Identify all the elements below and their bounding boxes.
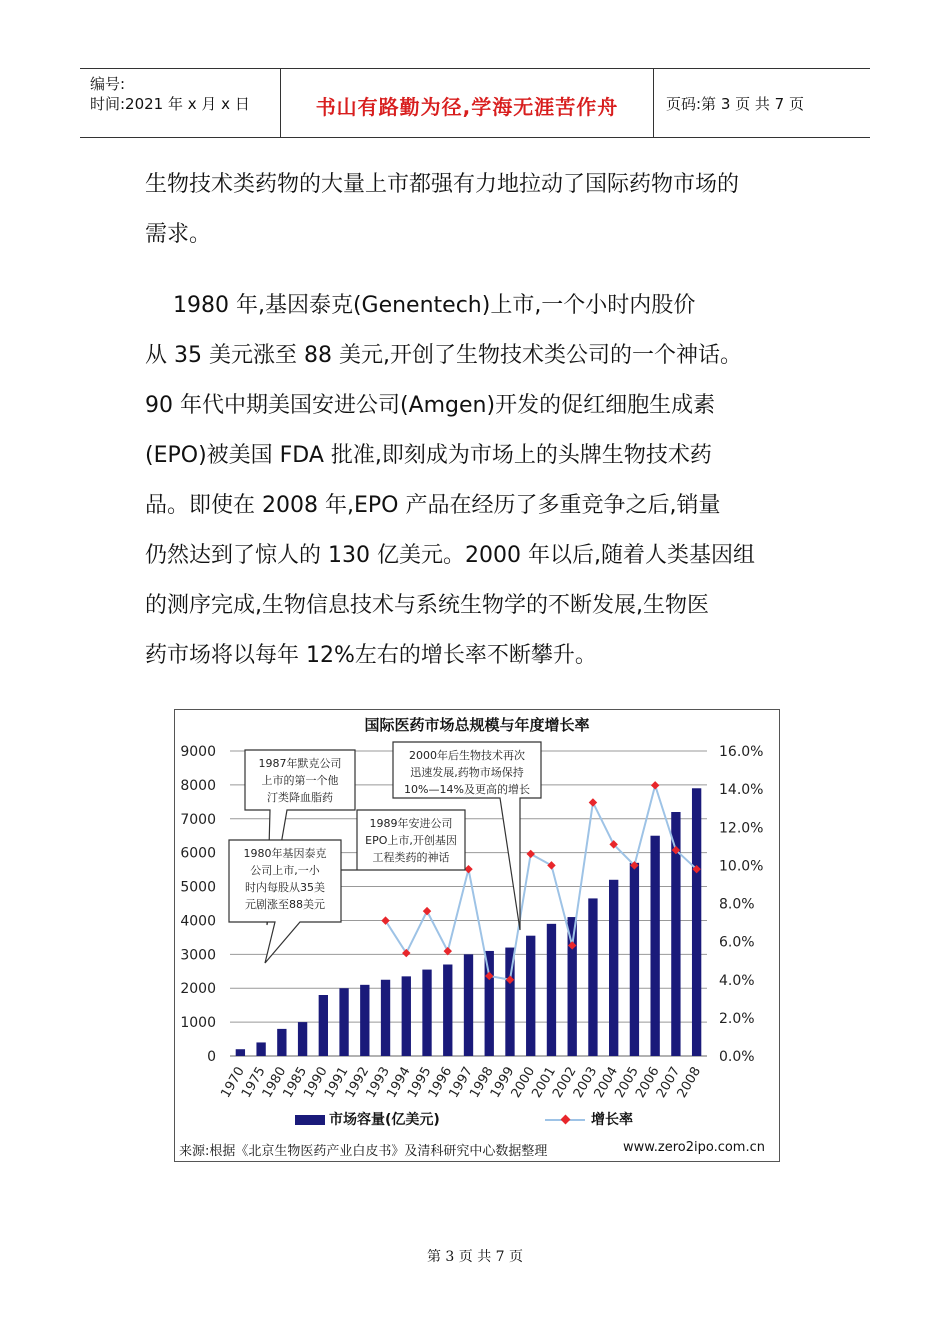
y-right-tick-label: 16.0% (719, 744, 764, 760)
x-tick-label: 1999 (487, 1064, 518, 1101)
x-tick-label: 1993 (363, 1064, 394, 1101)
bar (360, 985, 369, 1056)
callout-text: 1989年安进公司 (369, 817, 453, 830)
bar (236, 1049, 245, 1056)
growth-point (526, 850, 534, 858)
callout-text: 2000年后生物技术再次 (409, 749, 525, 762)
x-tick-label: 2004 (591, 1064, 622, 1101)
y-left-tick-label: 2000 (180, 981, 216, 998)
bar (692, 788, 701, 1056)
paragraph-1 (145, 160, 805, 260)
chart-title: 国际医药市场总规模与年度增长率 (364, 716, 590, 734)
y-right-tick-label: 14.0% (719, 782, 764, 799)
y-left-tick-label: 3000 (180, 947, 216, 964)
callout-text: 时内每股从35美 (245, 881, 325, 894)
callout-text: 上市的第一个他 (261, 774, 339, 787)
x-tick-label: 1998 (467, 1064, 497, 1101)
x-tick-label: 1991 (321, 1064, 352, 1101)
legend-bar-swatch (295, 1115, 325, 1125)
legend-line-swatch (545, 1114, 585, 1126)
callout-text: 迅速发展,药物市场保持 (410, 766, 524, 779)
x-tick-label: 1992 (342, 1064, 373, 1101)
bar (402, 976, 411, 1056)
text-line: 90 年代中期美国安进公司(Amgen)开发的促红细胞生成素 (145, 393, 716, 418)
x-tick-label: 1996 (425, 1064, 456, 1101)
bar (526, 936, 535, 1056)
legend-bar (295, 1109, 440, 1129)
text-line: 生物技术类药物的大量上市都强有力地拉动了国际药物市场的 (145, 172, 740, 197)
y-right-tick-label: 4.0% (719, 972, 755, 989)
x-tick-label: 1975 (239, 1064, 269, 1101)
bar (443, 965, 452, 1057)
x-tick-label: 1990 (301, 1064, 331, 1101)
y-left-tick-label: 4000 (180, 913, 216, 930)
callout-text: 公司上市,一小 (250, 864, 320, 877)
text-line: 药市场将以每年 12%左右的增长率不断攀升。 (145, 643, 597, 668)
callout-text: EPO上市,开创基因 (365, 834, 457, 847)
y-left-tick-label: 8000 (180, 777, 216, 794)
y-left-tick-label: 6000 (180, 845, 216, 862)
y-right-tick-label: 12.0% (719, 820, 764, 837)
bar (256, 1042, 265, 1056)
callout-text: 1980年基因泰克 (243, 847, 327, 860)
legend-line (545, 1109, 633, 1129)
y-left-tick-label: 0 (207, 1049, 216, 1065)
y-left-tick-label: 1000 (180, 1015, 216, 1032)
header-page-cell (654, 69, 870, 137)
chart-source: 来源:根据《北京生物医药产业白皮书》及清科研究中心数据整理 (179, 1144, 548, 1159)
x-tick-label: 2005 (612, 1064, 642, 1101)
text-line: 品。即使在 2008 年,EPO 产品在经历了多重竞争之后,销量 (145, 493, 721, 518)
x-tick-label: 2008 (674, 1064, 705, 1101)
x-tick-label: 1994 (384, 1064, 414, 1101)
x-tick-label: 1995 (404, 1064, 435, 1101)
text-line: 的测序完成,生物信息技术与系统生物学的不断发展,生物医 (145, 593, 709, 618)
bar (588, 898, 597, 1056)
time-label: 时间:2021 年 x 月 x 日 (90, 95, 250, 113)
y-left-tick-label: 7000 (180, 811, 216, 828)
x-tick-label: 2000 (508, 1064, 539, 1101)
bar (277, 1029, 286, 1056)
y-right-tick-label: 10.0% (719, 858, 764, 875)
x-tick-label: 2007 (653, 1064, 684, 1101)
market-chart (174, 709, 780, 1162)
page-header (80, 68, 870, 138)
x-tick-label: 1970 (218, 1064, 248, 1101)
paragraph-2 (145, 281, 805, 681)
bar (298, 1022, 307, 1056)
x-tick-label: 2003 (570, 1064, 601, 1101)
text-line: 从 35 美元涨至 88 美元,开创了生物技术类公司的一个神话。 (145, 343, 742, 368)
bar (464, 954, 473, 1056)
bar (339, 988, 348, 1056)
y-left-tick-label: 5000 (180, 879, 216, 896)
header-motto-cell (281, 69, 654, 137)
text-line: 仍然达到了惊人的 130 亿美元。2000 年以后,随着人类基因组 (145, 543, 755, 568)
motto: 书山有路勤为径,学海无涯苦作舟 (315, 95, 619, 119)
y-right-tick-label: 8.0% (719, 896, 755, 913)
page-footer: 第 3 页 共 7 页 (426, 1249, 524, 1265)
y-right-tick-label: 2.0% (719, 1010, 755, 1027)
bar (381, 980, 390, 1056)
growth-point (589, 798, 597, 806)
bar (547, 924, 556, 1056)
chart-source-url: www.zero2ipo.com.cn (623, 1140, 765, 1155)
text-line: 需求。 (145, 222, 212, 247)
callout-text: 工程类药的神话 (372, 851, 450, 864)
y-right-tick-label: 6.0% (719, 934, 755, 951)
code-label: 编号: (90, 75, 126, 93)
legend-bar-label: 市场容量(亿美元) (329, 1112, 440, 1128)
callout-text: 10%—14%及更高的增长 (404, 783, 530, 796)
bar (319, 995, 328, 1056)
callout-text: 汀类降血脂药 (267, 791, 333, 804)
callout-text: 元剧涨至88美元 (245, 898, 325, 911)
x-tick-label: 1997 (446, 1064, 476, 1101)
page-label: 页码:第 3 页 共 7 页 (666, 95, 804, 113)
x-tick-label: 2006 (633, 1064, 663, 1101)
growth-point (423, 907, 431, 915)
bar (630, 863, 639, 1056)
bar (609, 880, 618, 1056)
bar (485, 951, 494, 1056)
bar (422, 970, 431, 1056)
chart-svg (175, 710, 779, 1161)
x-tick-label: 2002 (550, 1064, 580, 1101)
bar (568, 917, 577, 1056)
growth-point (547, 861, 555, 869)
bar (650, 836, 659, 1056)
text-line: (EPO)被美国 FDA 批准,即刻成为市场上的头牌生物技术药 (145, 443, 712, 468)
x-tick-label: 2001 (529, 1064, 559, 1101)
x-tick-label: 1985 (280, 1064, 311, 1101)
y-right-tick-label: 0.0% (719, 1049, 755, 1065)
text-line: 1980 年,基因泰克(Genentech)上市,一个小时内股价 (145, 293, 696, 318)
callout-text: 1987年默克公司 (258, 757, 342, 770)
header-left-cell (80, 69, 281, 137)
legend-line-label: 增长率 (591, 1112, 633, 1128)
y-left-tick-label: 9000 (180, 744, 216, 760)
x-tick-label: 1980 (259, 1064, 290, 1101)
growth-point (651, 781, 659, 789)
